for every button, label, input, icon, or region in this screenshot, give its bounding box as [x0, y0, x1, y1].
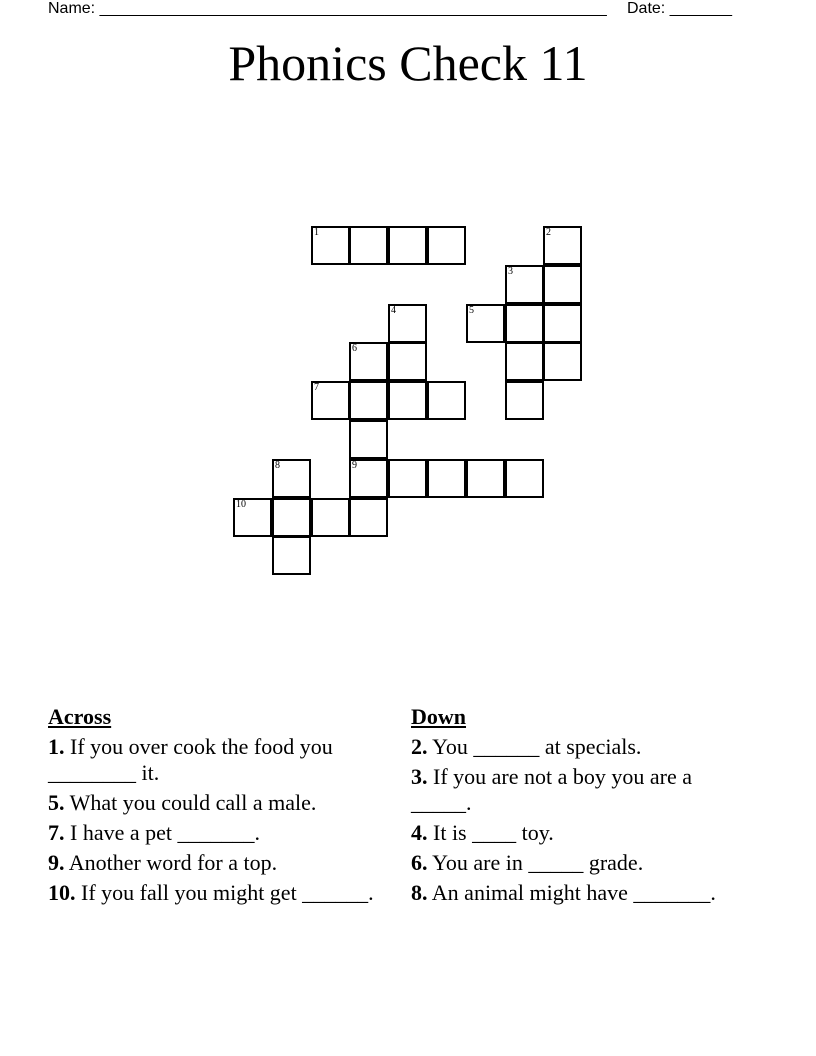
grid-cell[interactable]	[505, 381, 544, 420]
clue-text: You are in _____ grade.	[427, 850, 644, 875]
down-clues	[411, 704, 751, 910]
clue-number: 10.	[48, 880, 76, 905]
grid-cell[interactable]	[388, 342, 427, 381]
clue-number: 8.	[411, 880, 428, 905]
grid-cell[interactable]	[349, 381, 388, 420]
cell-number: 3	[508, 266, 513, 277]
grid-cell[interactable]	[543, 226, 582, 265]
grid-cell[interactable]	[427, 226, 466, 265]
clue-down-8	[411, 880, 751, 906]
clue-text: If you over cook the food you ________ it.	[48, 734, 333, 785]
clue-text: Another word for a top.	[64, 850, 278, 875]
grid-cell[interactable]	[349, 342, 388, 381]
clue-number: 5.	[48, 790, 65, 815]
clue-down-2	[411, 734, 751, 760]
grid-cell[interactable]	[427, 381, 466, 420]
clue-text: If you are not a boy you are a _____.	[411, 764, 693, 815]
name-field-label: Name: _________________________________________________________	[48, 0, 607, 17]
cell-number: 8	[275, 460, 280, 471]
clue-text: You ______ at specials.	[427, 734, 642, 759]
grid-cell[interactable]	[505, 304, 544, 343]
grid-cell[interactable]	[272, 498, 311, 537]
cell-number: 10	[236, 499, 246, 510]
clue-number: 2.	[411, 734, 428, 759]
clue-number: 6.	[411, 850, 428, 875]
cell-number: 6	[352, 343, 357, 354]
clue-across-10	[48, 880, 388, 906]
clue-across-7	[48, 820, 388, 846]
grid-cell[interactable]	[311, 226, 350, 265]
cell-number: 2	[546, 227, 551, 238]
grid-cell[interactable]	[388, 304, 427, 343]
clue-text: If you fall you might get ______.	[75, 880, 374, 905]
grid-cell[interactable]	[349, 498, 388, 537]
grid-cell[interactable]	[349, 420, 388, 459]
clue-number: 4.	[411, 820, 428, 845]
clue-number: 9.	[48, 850, 65, 875]
grid-cell[interactable]	[311, 498, 350, 537]
cell-number: 1	[314, 227, 319, 238]
across-heading: Across	[48, 704, 112, 729]
grid-cell[interactable]	[466, 459, 505, 498]
page-title: Phonics Check 11	[228, 35, 588, 91]
clue-across-9	[48, 850, 388, 876]
grid-cell[interactable]	[388, 459, 427, 498]
clue-across-1	[48, 734, 388, 786]
grid-cell[interactable]	[388, 226, 427, 265]
cell-number: 4	[391, 305, 396, 316]
grid-cell[interactable]	[543, 265, 582, 304]
grid-cell[interactable]	[543, 304, 582, 343]
clue-down-6	[411, 850, 751, 876]
grid-cell[interactable]	[505, 459, 544, 498]
grid-cell[interactable]	[466, 304, 505, 343]
grid-cell[interactable]	[505, 265, 544, 304]
grid-cell[interactable]	[233, 498, 272, 537]
clue-text: I have a pet _______.	[64, 820, 260, 845]
clue-text: It is ____ toy.	[427, 820, 554, 845]
clue-down-3	[411, 764, 751, 816]
clue-number: 7.	[48, 820, 65, 845]
grid-cell[interactable]	[505, 342, 544, 381]
grid-cell[interactable]	[427, 459, 466, 498]
grid-cell[interactable]	[311, 381, 350, 420]
grid-cell[interactable]	[349, 459, 388, 498]
clue-across-5	[48, 790, 388, 816]
clue-number: 3.	[411, 764, 428, 789]
across-clues	[48, 704, 388, 910]
clue-text: An animal might have _______.	[427, 880, 716, 905]
date-field-label: Date: _______	[627, 0, 732, 17]
cell-number: 5	[469, 305, 474, 316]
grid-cell[interactable]	[349, 226, 388, 265]
grid-cell[interactable]	[388, 381, 427, 420]
clue-number: 1.	[48, 734, 65, 759]
grid-cell[interactable]	[272, 536, 311, 575]
cell-number: 9	[352, 460, 357, 471]
clue-text: What you could call a male.	[64, 790, 317, 815]
cell-number: 7	[314, 382, 319, 393]
down-heading: Down	[411, 704, 467, 729]
grid-cell[interactable]	[272, 459, 311, 498]
grid-cell[interactable]	[543, 342, 582, 381]
clue-down-4	[411, 820, 751, 846]
